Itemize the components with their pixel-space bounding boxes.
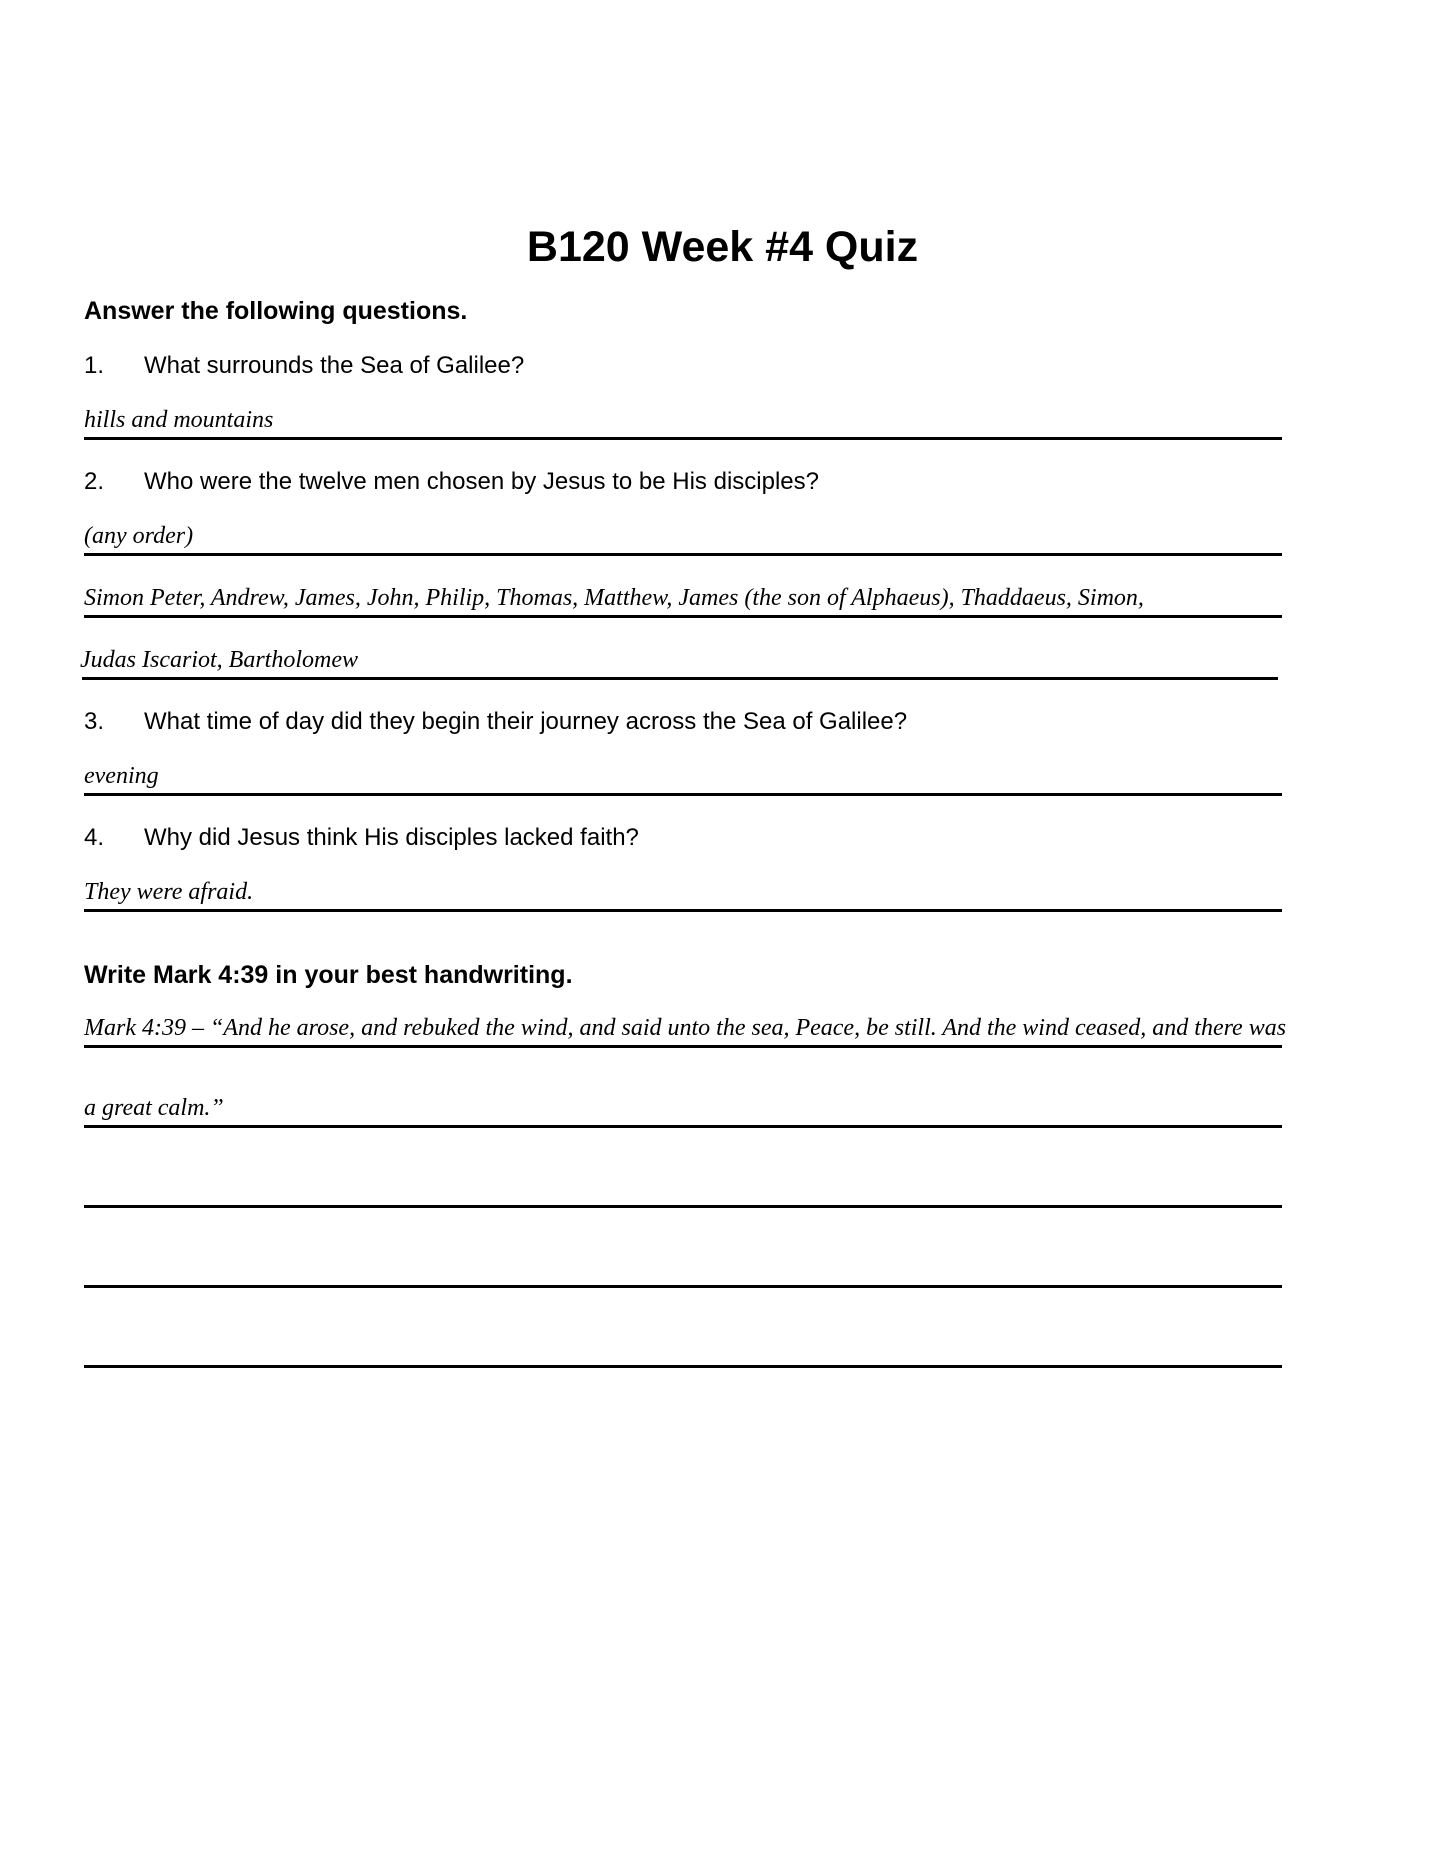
answer-line-3: evening (84, 763, 159, 789)
instructions-heading: Answer the following questions. (84, 297, 468, 325)
handwriting-line-2: a great calm.” (84, 1095, 224, 1121)
question-number: 4. (84, 824, 105, 851)
question-text: Why did Jesus think His disciples lacked faith? (144, 824, 639, 851)
answer-rule (84, 553, 1282, 556)
handwriting-line-1: Mark 4:39 – “And he arose, and rebuked the wind, and said unto the sea, Peace, be still. And the wind ceased, and there was (84, 1015, 1287, 1041)
answer-line-1: hills and mountains (84, 407, 274, 433)
handwriting-heading: Write Mark 4:39 in your best handwriting. (84, 961, 573, 989)
question-text: Who were the twelve men chosen by Jesus to be His disciples? (144, 468, 819, 495)
question-number: 1. (84, 352, 105, 379)
question-number: 2. (84, 468, 105, 495)
question-text: What surrounds the Sea of Galilee? (144, 352, 525, 379)
question-1 (84, 352, 524, 380)
answer-line-2a: (any order) (84, 523, 194, 549)
handwriting-rule (84, 1045, 1282, 1048)
answer-rule (84, 615, 1282, 618)
page-title: B120 Week #4 Quiz (526, 223, 919, 271)
question-3 (84, 708, 907, 736)
question-2 (84, 468, 819, 496)
question-text: What time of day did they begin their journey across the Sea of Galilee? (144, 708, 908, 735)
answer-rule (84, 437, 1282, 440)
answer-rule (82, 677, 1278, 680)
answer-rule (84, 793, 1282, 796)
handwriting-rule (84, 1285, 1282, 1288)
handwriting-rule (84, 1205, 1282, 1208)
answer-rule (84, 909, 1282, 912)
question-4 (84, 824, 639, 852)
answer-line-2b: Simon Peter, Andrew, James, John, Philip, Thomas, Matthew, James (the son of Alphaeus), Thaddaeus, Simon, (84, 585, 1144, 611)
handwriting-rule (84, 1125, 1282, 1128)
answer-line-4: They were afraid. (84, 879, 254, 905)
answer-line-2c: Judas Iscariot, Bartholomew (80, 647, 358, 673)
handwriting-rule (84, 1365, 1282, 1368)
question-number: 3. (84, 708, 105, 735)
